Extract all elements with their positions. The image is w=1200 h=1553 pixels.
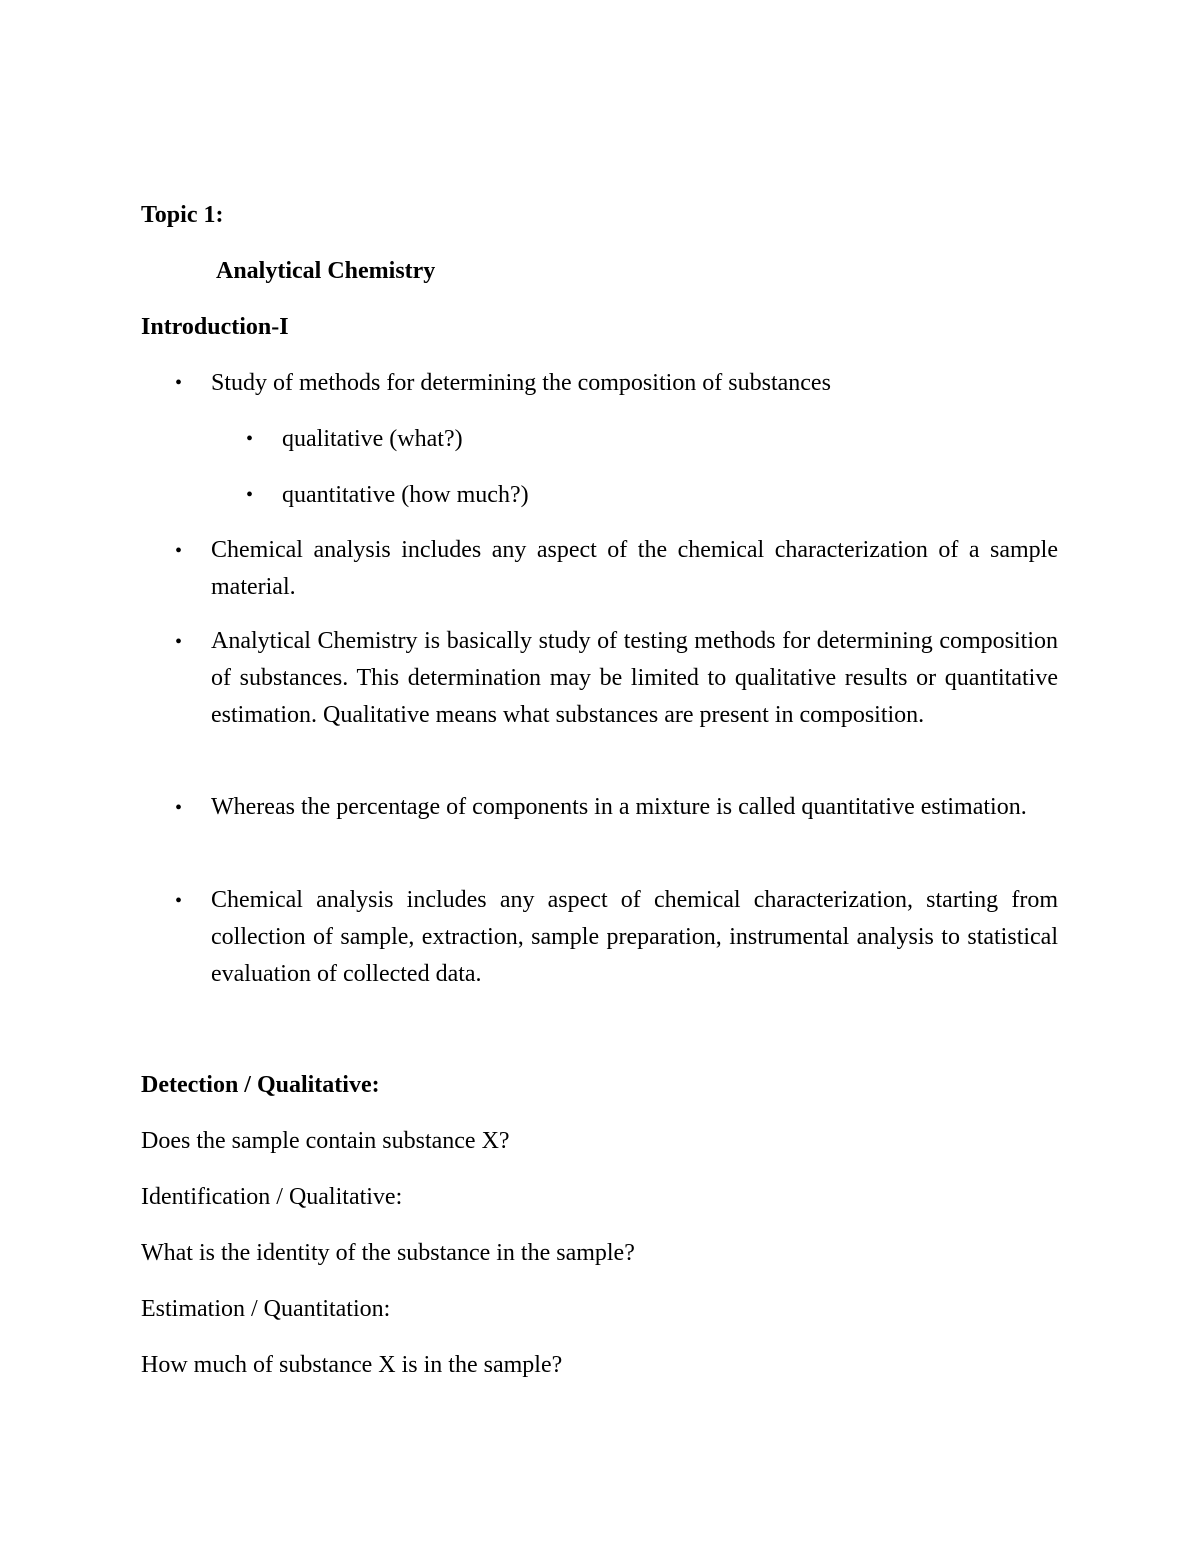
sub-bullet-item-text: qualitative (what?) [282,426,463,452]
bullet-item-text: Whereas the percentage of components in a mixture is called quantitative estimation. [211,794,1027,820]
sub-bullet-marker: • [246,428,254,450]
bullet-item-text: Chemical analysis includes any aspect of the chemical characterization of a sample material. [211,537,1058,600]
sub-bullet-item-text: quantitative (how much?) [282,482,529,508]
bullet-item-text: Chemical analysis includes any aspect of chemical characterization, starting from collection of sample, extraction, sample preparation, instrumental analysis to statistical evaluation of collected data. [211,887,1058,987]
estimation-heading: Estimation / Quantitation: [141,1296,391,1322]
section-heading: Introduction-I [141,314,289,340]
bullet-item-text: Study of methods for determining the composition of substances [211,370,831,396]
bullet-marker: • [175,890,183,912]
detection-heading: Detection / Qualitative: [141,1072,380,1098]
page-title: Analytical Chemistry [216,258,436,284]
bullet-marker: • [175,540,183,562]
bullet-marker: • [175,797,183,819]
sub-bullet-marker: • [246,484,254,506]
bullet-marker: • [175,631,183,653]
identification-heading: Identification / Qualitative: [141,1184,403,1210]
bullet-item-text: Analytical Chemistry is basically study of testing methods for determining composition of substances. This determination may be limited to qualitative results or quantitative estimation. Qualitative means what substances are present in composition. [211,628,1058,728]
identification-question: What is the identity of the substance in the sample? [141,1240,635,1266]
bullet-marker: • [175,372,183,394]
estimation-question: How much of substance X is in the sample? [141,1352,563,1378]
detection-question: Does the sample contain substance X? [141,1128,510,1154]
topic-label: Topic 1: [141,202,224,228]
